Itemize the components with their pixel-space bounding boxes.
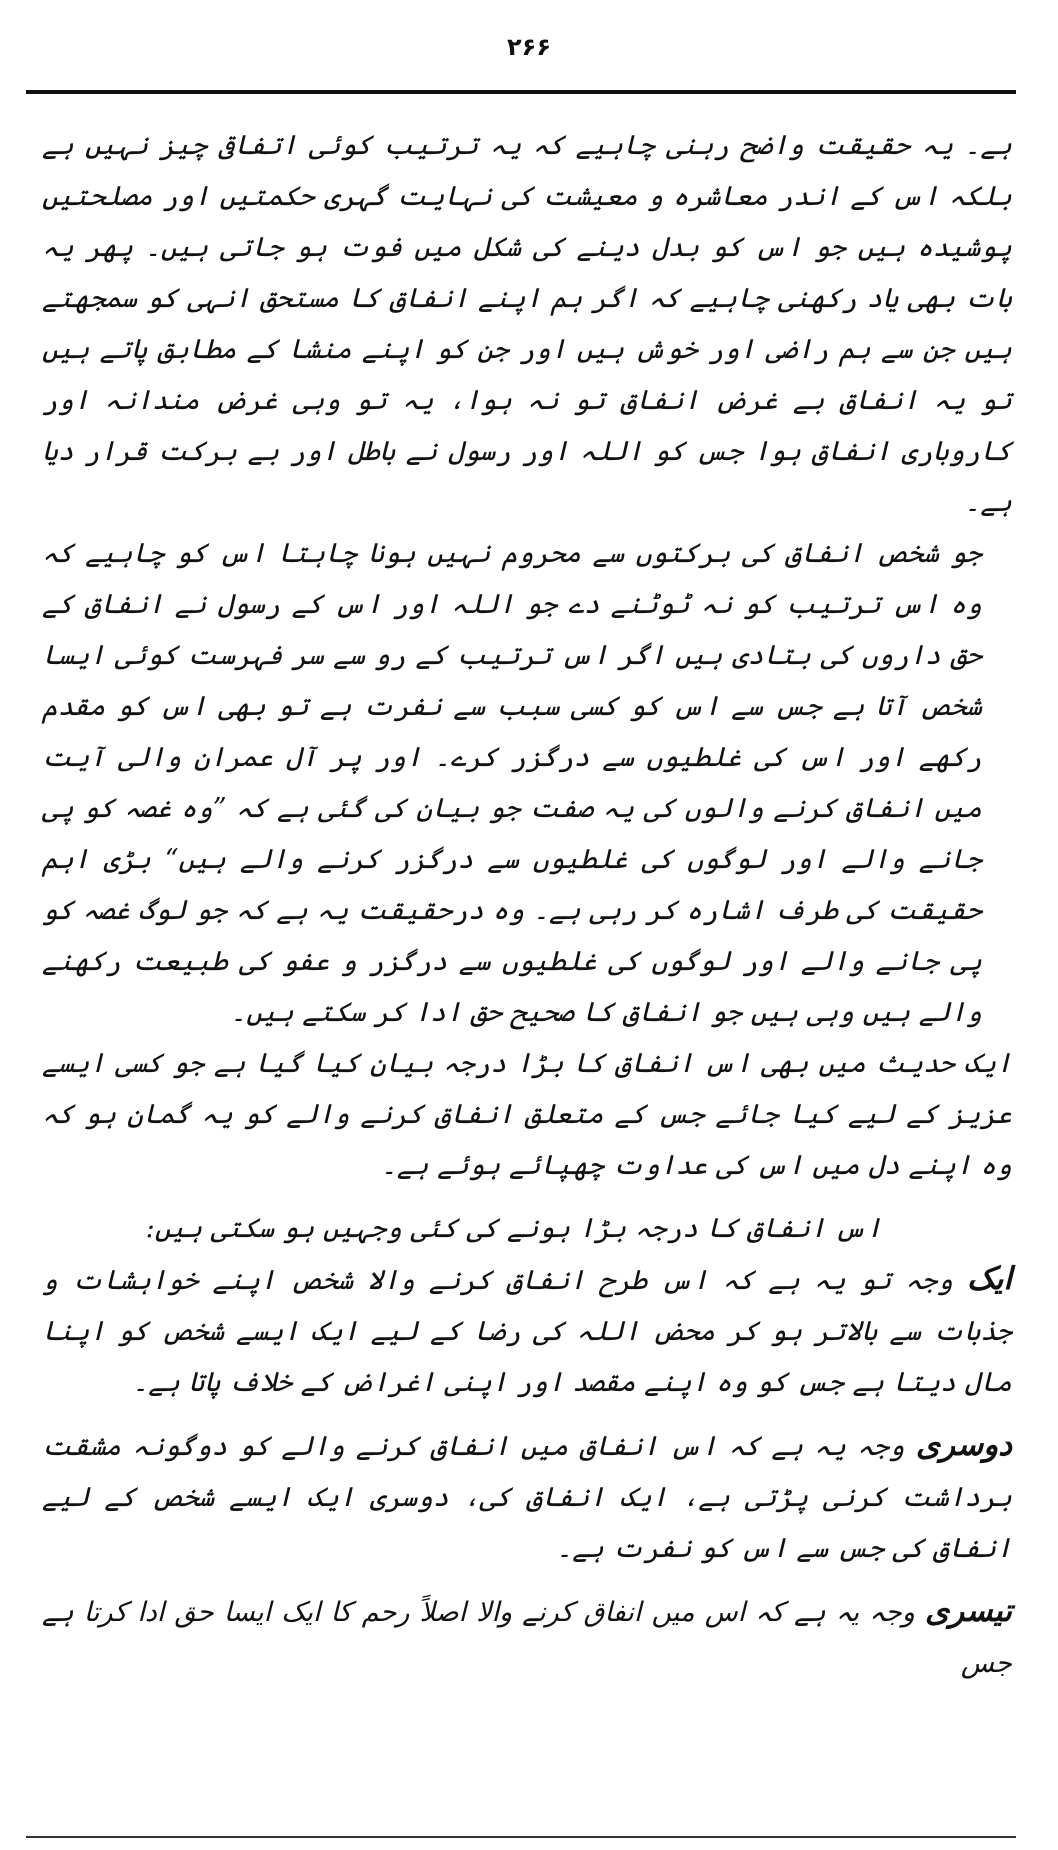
- footer-rule: [26, 1836, 1016, 1838]
- paragraph-1: [42, 120, 1012, 528]
- body-text: [42, 120, 1012, 1689]
- paragraph-2: [42, 528, 1012, 1038]
- paragraph-4-text: اس انفاق کا درجہ بڑا ہونے کی کئی وجہیں ہو سکتی ہیں:: [145, 1213, 882, 1244]
- paragraph-7: [42, 1586, 1012, 1689]
- paragraph-6: [42, 1420, 1012, 1574]
- paragraph-6-text: وجہ یہ ہے کہ اس انفاق میں انفاق کرنے والے کو دوگونہ مشقت برداشت کرنی پڑتی ہے، ایک انفاق کی، دوسری ایک ایسے شخص کے لیے انفاق کی جس سے اس کو نفرت ہے۔: [42, 1431, 1012, 1564]
- paragraph-6-lead: دوسری: [915, 1427, 1012, 1463]
- paragraph-4: [42, 1203, 1012, 1254]
- paragraph-7-lead: تیسری: [924, 1593, 1012, 1629]
- paragraph-7-text: وجہ یہ ہے کہ اس میں انفاق کرنے والا اصلاً رحم کا ایک ایسا حق ادا کرتا ہے جس: [42, 1597, 1012, 1679]
- paragraph-1-text: ہے۔ یہ حقیقت واضح رہنی چاہیے کہ یہ ترتیب کوئی اتفاقی چیز نہیں ہے بلکہ اس کے اندر معاشرہ و معیشت کی نہایت گہری حکمتیں اور مصلحتیں پوشیدہ ہیں جو اس کو بدل دینے کی شکل میں فوت ہو جاتی ہیں۔ پھر یہ بات بھی یاد رکھنی چاہیے کہ اگر ہم اپنے انفاق کا مستحق انہی کو سمجھتے ہیں جن سے ہم راضی اور خوش ہیں اور جن کو اپنے منشا کے مطابق پاتے ہیں تو یہ انفاق بے غرض انفاق تو نہ ہوا، یہ تو وہی غرض مندانہ اور کاروباری انفاق ہوا جس کو اللہ اور رسول نے باطل اور بے برکت قرار دیا ہے۔: [42, 130, 1012, 518]
- paragraph-2-text: جو شخص انفاق کی برکتوں سے محروم نہیں ہونا چاہتا اس کو چاہیے کہ وہ اس ترتیب کو نہ ٹوٹنے دے جو اللہ اور اس کے رسول نے انفاق کے حق داروں کی بتادی ہیں اگر اس ترتیب کے رو سے سر فہرست کوئی ایسا شخص آتا ہے جس سے اس کو کسی سبب سے نفرت ہے تو بھی اس کو مقدم رکھے اور اس کی غلطیوں سے درگزر کرے۔ اور پر آل عمران والی آیت میں انفاق کرنے والوں کی یہ صفت جو بیان کی گئی ہے کہ ”وہ غصہ کو پی جانے والے اور لوگوں کی غلطیوں سے درگزر کرنے والے ہیں“ بڑی اہم حقیقت کی طرف اشارہ کر رہی ہے۔ وہ درحقیقت یہ ہے کہ جو لوگ غصہ کو پی جانے والے اور لوگوں کی غلطیوں سے درگزر و عفو کی طبیعت رکھنے والے ہیں وہی ہیں جو انفاق کا صحیح حق ادا کر سکتے ہیں۔: [42, 538, 982, 1028]
- paragraph-3: [42, 1038, 1012, 1191]
- paragraph-5-text: وجہ تو یہ ہے کہ اس طرح انفاق کرنے والا شخص اپنے خواہشات و جذبات سے بالاتر ہو کر محض اللہ کی رضا کے لیے ایک ایسے شخص کو اپنا مال دیتا ہے جس کو وہ اپنے مقصد اور اپنی اغراض کے خلاف پاتا ہے۔: [42, 1265, 1012, 1398]
- paragraph-5-lead: ایک: [967, 1261, 1012, 1297]
- paragraph-5: [42, 1254, 1012, 1408]
- paragraph-3-text: ایک حدیث میں بھی اس انفاق کا بڑا درجہ بیان کیا گیا ہے جو کسی ایسے عزیز کے لیے کیا جائے جس کے متعلق انفاق کرنے والے کو یہ گمان ہو کہ وہ اپنے دل میں اس کی عداوت چھپائے ہوئے ہے۔: [42, 1048, 1012, 1181]
- page-number: ۲۶۶: [507, 33, 551, 61]
- header-rule: [26, 90, 1016, 94]
